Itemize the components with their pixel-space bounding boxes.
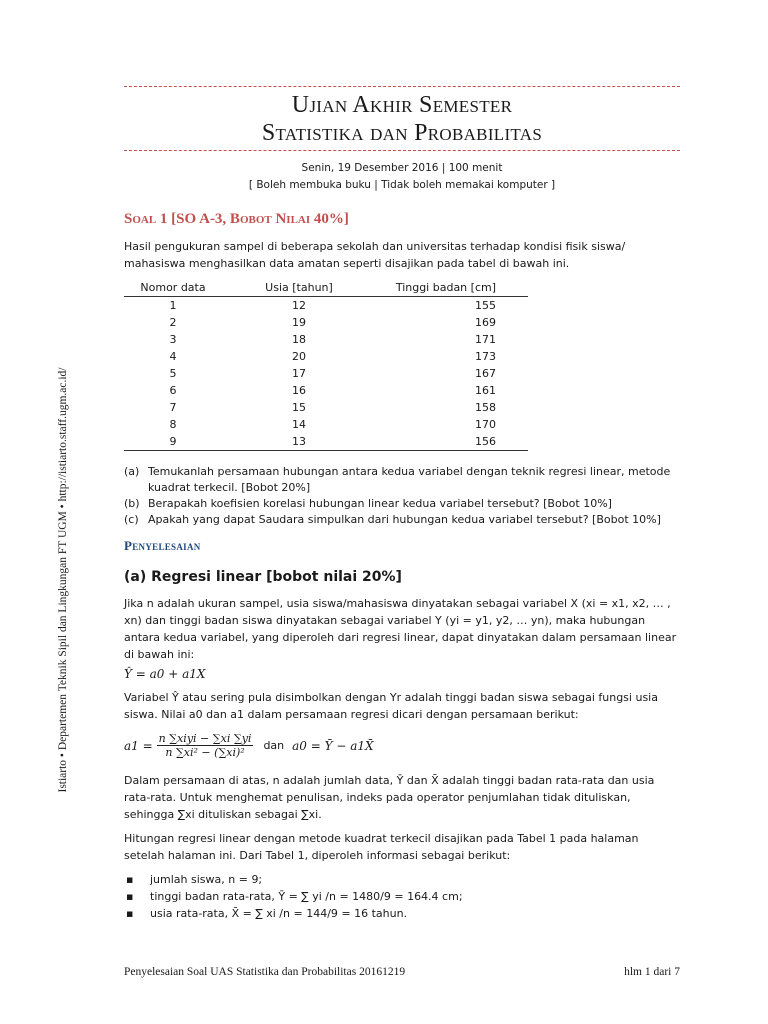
header-nomor: Nomor data [124,278,260,297]
solution-paragraph-3: Dalam persamaan di atas, n adalah jumlah data, Ȳ dan X̄ adalah tinggi badan rata-rata dan usia rata-rata. Untuk menghemat penulisan, indeks pada operator penjumlahan tidak dituliskan, sehingga ∑xi dituliskan sebagai ∑xi. [124,774,655,821]
exam-title: Ujian Akhir Semester [291,92,513,118]
question-c: (c) Apakah yang dapat Saudara simpulkan dari hubungan kedua variabel tersebut? [Bobot 10%] [124,513,661,526]
section-a-heading: (a) Regresi linear [bobot nilai 20%] [124,569,402,585]
footer-page-number: hlm 1 dari 7 [624,966,680,978]
table-row: 3 18 171 [169,333,496,346]
eq-connector: dan [263,739,285,752]
solution-paragraph-2: Variabel Ŷ atau sering pula disimbolkan dengan Yr adalah tinggi badan siswa sebagai fungsi usia siswa. Nilai a0 dan a1 dalam persamaan regresi dicari dengan persamaan berikut: [124,691,658,721]
solution-paragraph-4: Hitungan regresi linear dengan metode kuadrat terkecil disajikan pada Tabel 1 pada halaman setelah halaman ini. Dari Tabel 1, diperoleh informasi sebagai berikut: [124,832,639,862]
soal-heading: Soal 1 [SO A-3, Bobot Nilai 40%] [124,211,349,227]
table-row: 2 19 169 [169,316,496,329]
question-list [124,464,680,528]
header-tinggi: Tinggi badan [cm] [380,278,528,297]
soal-intro: Hasil pengukuran sampel di beberapa sekolah dan universitas terhadap kondisi fisik siswa/ mahasiswa menghasilkan data amatan seperti disajikan pada tabel di bawah ini. [124,240,626,270]
top-divider [124,86,680,87]
list-item: ▪ usia rata-rata, X̄ = ∑ xi /n = 144/9 = 16 tahun. [124,905,463,922]
table-row: 9 13 156 [124,433,528,451]
solution-heading: Penyelesaian [124,538,201,553]
a1-numerator: n ∑xiyi − ∑xi ∑yi [158,732,252,745]
title-divider [124,150,680,151]
author-sidebar: Istiarto • Departemen Teknik Sipil dan Lingkungan FT UGM • http://istiarto.staff.ugm.ac.id/ [57,367,69,793]
solution-paragraph-1: Jika n adalah ukuran sampel, usia siswa/mahasiswa dinyatakan sebagai variabel X (xi = x1, x2, … , xn) dan tinggi badan siswa dinyatakan sebagai variabel Y (yi = y1, y2, … yn), maka hubungan antara kedua variabel, yang diperoleh dari regresi linear, dapat dinyatakan dalam persamaan linear di bawah ini: [124,597,677,661]
coefficient-equations [124,732,374,759]
table-row: 4 20 173 [169,350,496,363]
question-b: (b) Berapakah koefisien korelasi hubungan linear kedua variabel tersebut? [Bobot 10%] [124,497,612,510]
data-table [124,278,528,451]
regression-equation: Ŷ = a0 + a1X [124,667,206,681]
list-item: ▪ jumlah siswa, n = 9; [124,871,463,888]
table-row: 6 16 161 [169,384,496,397]
table-row: 7 15 158 [169,401,496,414]
a0-equation: a0 = Ȳ − a1X̄ [292,738,374,753]
table-row: 1 12 155 [169,299,496,312]
date-line: Senin, 19 Desember 2016 | 100 menit [301,162,503,174]
table-row: 8 14 170 [169,418,496,431]
a1-fraction [157,732,254,759]
a1-lhs: a1 = [124,738,153,753]
course-title: Statistika dan Probabilitas [261,120,543,146]
table-row: 5 17 167 [169,367,496,380]
rules-line: [ Boleh membuka buku | Tidak boleh memakai komputer ] [248,179,556,191]
question-a: (a) Temukanlah persamaan hubungan antara kedua variabel dengan teknik regresi linear, metode kuadrat terkecil. [Bobot 20%] [124,465,671,494]
list-item: ▪ tinggi badan rata-rata, Ȳ = ∑ yi /n = 1480/9 = 164.4 cm; [124,888,463,905]
a1-denominator: n ∑xi² − (∑xi)² [165,746,245,759]
header-usia: Usia [tahun] [260,278,380,297]
summary-list [124,871,463,922]
table-header-row [124,278,528,297]
footer-title: Penyelesaian Soal UAS Statistika dan Probabilitas 20161219 [124,966,406,978]
